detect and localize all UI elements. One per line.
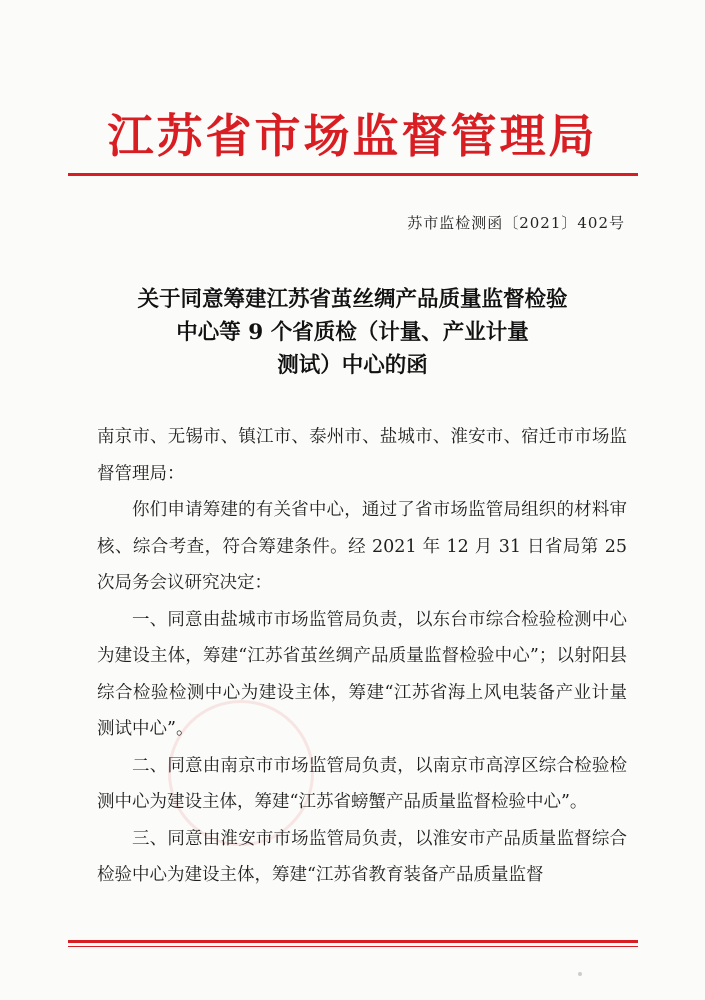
document-body [97,419,627,894]
document-number: 苏市监检测函〔2021〕402号 [407,214,625,232]
title-line-3: 测试）中心的函 [277,353,428,378]
agency-header-title: 江苏省市场监督管理局 [107,109,598,163]
scan-speck [578,972,582,976]
header-red-rule [68,173,638,176]
title-line-2: 中心等 9 个省质检（计量、产业计量 [176,320,529,345]
title-line-1: 关于同意筹建江苏省茧丝绸产品质量监督检验 [137,287,568,312]
body-paragraph-3: 二、同意由南京市市场监管局负责，以南京市高淳区综合检验检测中心为建设主体，筹建“江苏省螃蟹产品质量监督检验中心”。 [97,755,627,812]
footer-red-rule [68,940,638,943]
body-paragraph-4: 三、同意由淮安市市场监管局负责，以淮安市产品质量监督综合检验中心为建设主体，筹建“江苏省教育装备产品质量监督 [97,828,627,885]
recipients-line: 南京市、无锡市、镇江市、泰州市、盐城市、淮安市、宿迁市市场监督管理局： [97,427,627,484]
body-paragraph-2: 一、同意由盐城市市场监管局负责，以东台市综合检验检测中心为建设主体，筹建“江苏省茧丝绸产品质量监督检验中心”；以射阳县综合检验检测中心为建设主体，筹建“江苏省海上风电装备产业计量测试中心”。 [97,609,627,739]
document-title [60,283,645,382]
body-paragraph-1: 你们申请筹建的有关省中心，通过了省市场监管局组织的材料审核、综合考查，符合筹建条件。经 2021 年 12 月 31 日省局第 25 次局务会议研究决定： [97,500,627,593]
footer-thin-rule [68,946,638,947]
